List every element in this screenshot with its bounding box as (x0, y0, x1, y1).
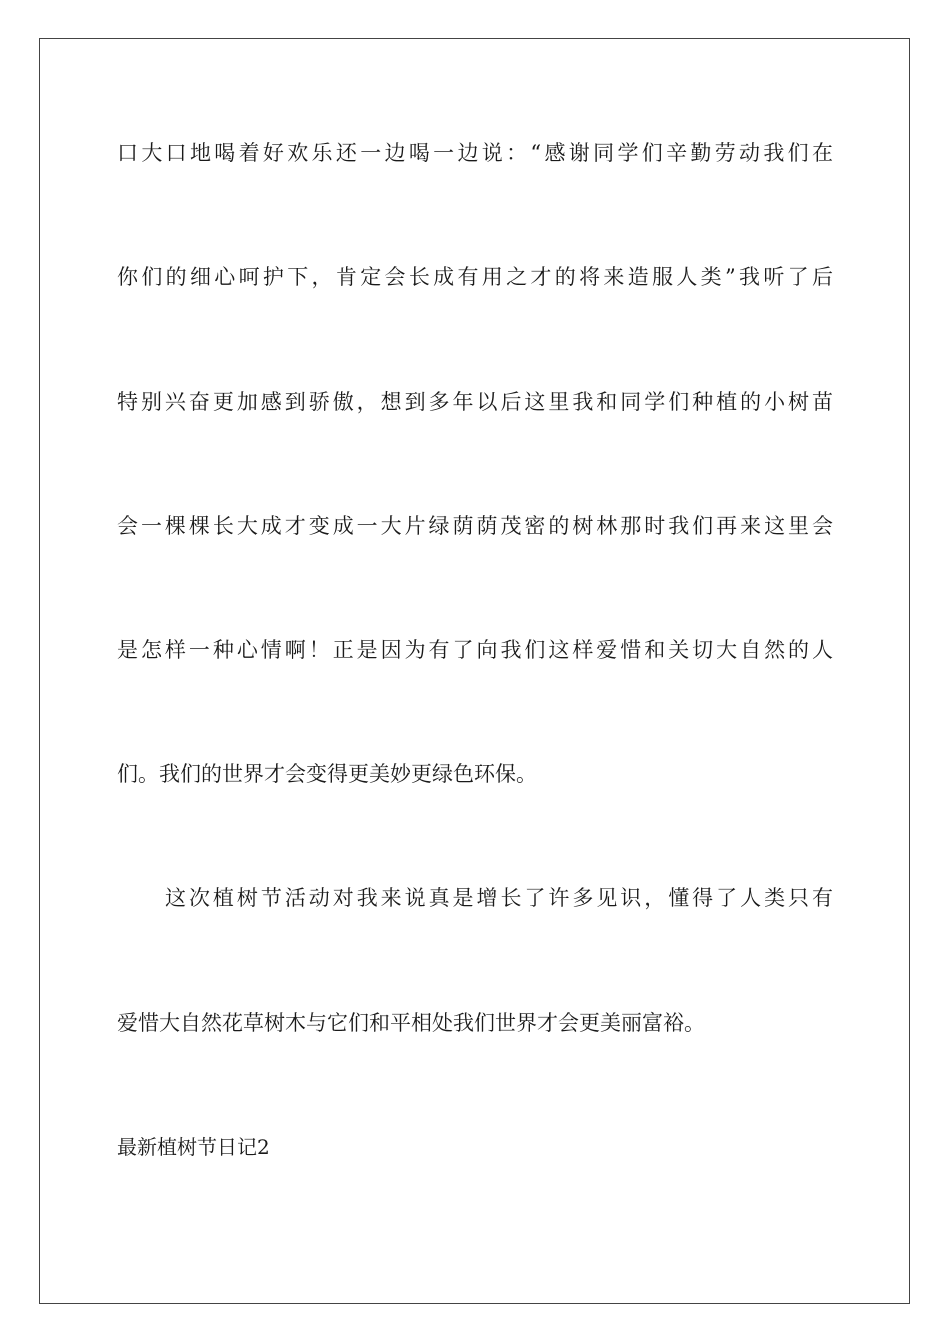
section-heading: 最新植树节日记2 (117, 1135, 270, 1159)
paragraph-line-3: 特别兴奋更加感到骄傲，想到多年以后这里我和同学们种植的小树苗 (117, 390, 833, 414)
paragraph-line-6: 们。我们的世界才会变得更美妙更绿色环保。 (117, 762, 537, 786)
paragraph-line-1: 口大口地喝着好欢乐还一边喝一边说：“感谢同学们辛勤劳动我们在 (117, 141, 833, 165)
paragraph-line-4: 会一棵棵长大成才变成一大片绿荫荫茂密的树林那时我们再来这里会 (117, 514, 833, 538)
paragraph-line-7: 这次植树节活动对我来说真是增长了许多见识，懂得了人类只有 (165, 886, 833, 910)
page-frame (39, 38, 910, 1304)
paragraph-line-5: 是怎样一种心情啊！正是因为有了向我们这样爱惜和关切大自然的人 (117, 638, 833, 662)
paragraph-line-8: 爱惜大自然花草树木与它们和平相处我们世界才会更美丽富裕。 (117, 1011, 705, 1035)
paragraph-line-2: 你们的细心呵护下，肯定会长成有用之才的将来造服人类”我听了后 (117, 265, 833, 289)
